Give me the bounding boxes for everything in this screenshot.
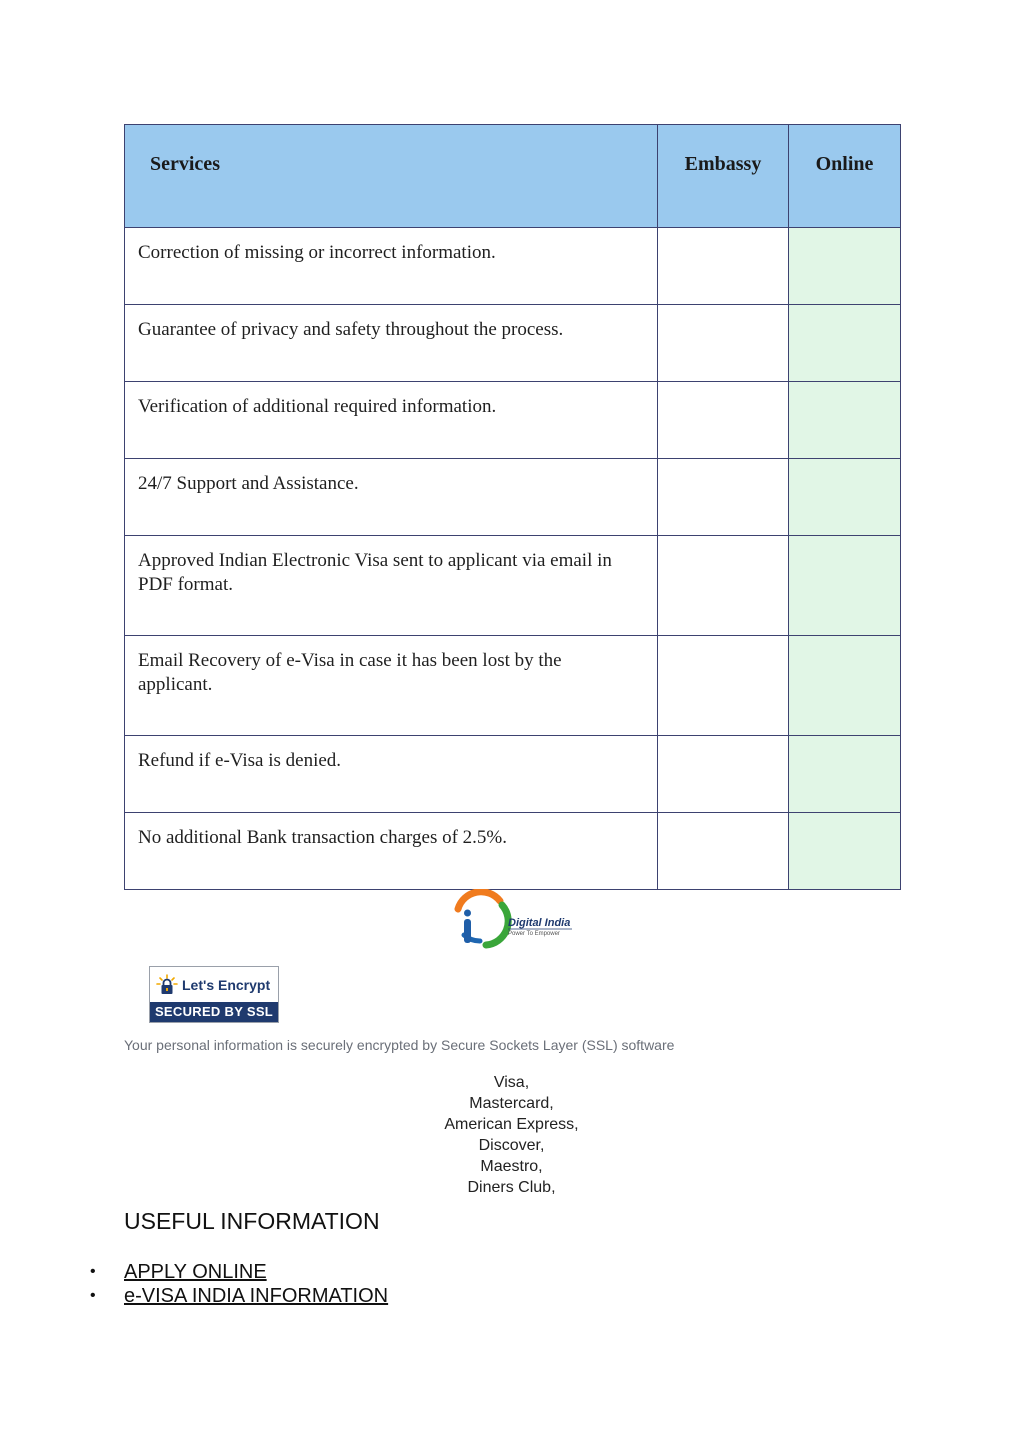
digital-india-logo [450, 889, 575, 949]
useful-links-list [90, 1260, 388, 1308]
apply-online-link[interactable]: APPLY ONLINE [124, 1261, 267, 1283]
payment-card: Discover, [478, 1137, 545, 1154]
service-cell: Correction of missing or incorrect information. [125, 228, 658, 305]
header-services: Services [125, 125, 658, 228]
embassy-cell [658, 536, 789, 636]
online-cell [789, 382, 901, 459]
list-item [90, 1284, 388, 1308]
table-row [125, 228, 901, 305]
embassy-cell [658, 736, 789, 813]
payment-card: Visa, [493, 1074, 530, 1091]
service-cell: Refund if e-Visa is denied. [125, 736, 658, 813]
table-header-row [125, 125, 901, 228]
table-row [125, 459, 901, 536]
ssl-badge-caption: SECURED BY SSL [150, 1002, 278, 1022]
digital-india-emblem-icon [450, 889, 575, 949]
payment-card: American Express, [444, 1116, 579, 1133]
online-cell [789, 813, 901, 890]
digital-india-tagline: Power To Empower [508, 931, 560, 937]
table-row [125, 736, 901, 813]
embassy-cell [658, 305, 789, 382]
useful-information-heading: USEFUL INFORMATION [124, 1208, 380, 1234]
evisa-info-link[interactable]: e-VISA INDIA INFORMATION [124, 1285, 389, 1307]
list-item [90, 1260, 388, 1284]
table-row [125, 536, 901, 636]
payment-card: Diners Club, [467, 1179, 556, 1196]
online-cell [789, 636, 901, 736]
service-cell: 24/7 Support and Assistance. [125, 459, 658, 536]
services-comparison-table [124, 124, 901, 890]
table-row [125, 382, 901, 459]
header-embassy: Embassy [658, 125, 789, 228]
embassy-cell [658, 636, 789, 736]
service-cell: Approved Indian Electronic Visa sent to applicant via email in PDF format. [125, 536, 658, 636]
embassy-cell [658, 813, 789, 890]
lock-icon [156, 974, 178, 996]
online-cell [789, 459, 901, 536]
embassy-cell [658, 382, 789, 459]
ssl-badge-title: Let's Encrypt [182, 977, 271, 993]
service-cell: Email Recovery of e-Visa in case it has been lost by the applicant. [125, 636, 658, 736]
service-cell: Guarantee of privacy and safety throughout the process. [125, 305, 658, 382]
online-cell [789, 228, 901, 305]
service-cell: Verification of additional required information. [125, 382, 658, 459]
payment-card: Mastercard, [469, 1095, 554, 1112]
bullet-icon: • [90, 1263, 96, 1280]
ssl-badge [149, 966, 279, 1023]
table-row [125, 813, 901, 890]
online-cell [789, 536, 901, 636]
online-cell [789, 736, 901, 813]
payment-card: Maestro, [480, 1158, 543, 1175]
online-cell [789, 305, 901, 382]
bullet-icon: • [90, 1287, 96, 1304]
digital-india-title: Digital India [508, 917, 571, 929]
embassy-cell [658, 459, 789, 536]
ssl-badge-top [150, 967, 278, 1003]
payment-cards-list [0, 1072, 1023, 1198]
service-cell: No additional Bank transaction charges of 2.5%. [125, 813, 658, 890]
ssl-note: Your personal information is securely encrypted by Secure Sockets Layer (SSL) software [124, 1037, 675, 1053]
table-row [125, 305, 901, 382]
header-online: Online [789, 125, 901, 228]
table-row [125, 636, 901, 736]
embassy-cell [658, 228, 789, 305]
